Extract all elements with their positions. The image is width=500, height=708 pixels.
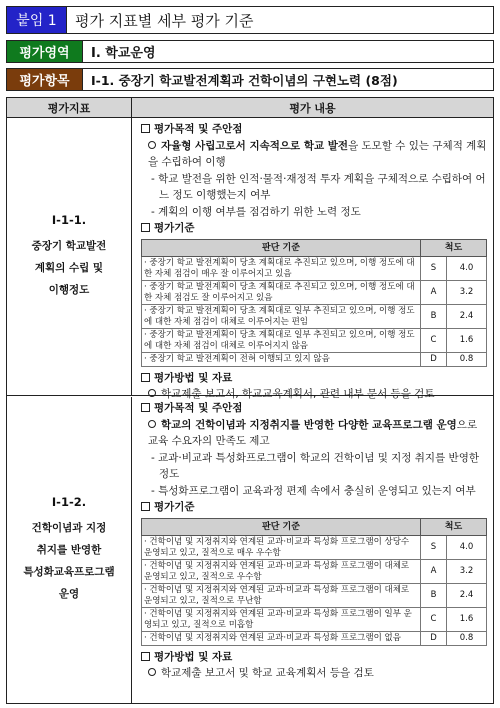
attachment-header [6, 6, 494, 34]
criteria-text: · 건학이념 및 지정취지와 연계된 교과·비교과 특성화 프로그램이 상당수 운영되고 있고, 질적으로 매우 우수함 [142, 536, 421, 560]
criteria-score: 0.8 [447, 353, 487, 367]
criteria-level: A [421, 281, 447, 305]
criteria-text: · 건학이념 및 지정취지와 연계된 교과·비교과 특성화 프로그램이 대체로 운영되고 있고, 질적으로 무난함 [142, 584, 421, 608]
criteria-score: 3.2 [447, 281, 487, 305]
checkbox-icon [141, 502, 150, 511]
evaluation-item-label: 평가항목 [7, 69, 83, 90]
criteria-level: C [421, 608, 447, 632]
purpose-heading: 평가목적 및 주안점 [141, 400, 487, 417]
criteria-score: 0.8 [447, 632, 487, 646]
criteria-col-judgment: 판단 기준 [142, 518, 421, 536]
criteria-row [142, 329, 487, 353]
indicator-name-line: 운영 [58, 588, 80, 600]
indicator-name-line: 이행정도 [48, 283, 90, 296]
method-text: 학교제출 보고서 및 학교 교육계획서 등을 검토 [141, 665, 487, 682]
criteria-row [142, 353, 487, 367]
criteria-level: S [421, 257, 447, 281]
evaluation-area-row [6, 40, 494, 63]
criteria-text: · 건학이념 및 지정취지와 연계된 교과·비교과 특성화 프로그램이 일부 운영되고 있고, 질적으로 미흡함 [142, 608, 421, 632]
evaluation-item-value: Ⅰ-1. 중장기 학교발전계획과 건학이념의 구현노력 (8점) [91, 72, 398, 88]
criteria-score: 2.4 [447, 584, 487, 608]
checkbox-icon [141, 652, 150, 661]
sub-point: - 학교 발전을 위한 인적·물적·재정적 투자 계획을 구체적으로 수립하여 어느 정도 이행했는지 여부 [151, 172, 486, 201]
method-heading: 평가방법 및 자료 [141, 649, 487, 666]
criteria-text: · 건학이념 및 지정취지와 연계된 교과·비교과 특성화 프로그램이 없음 [142, 632, 421, 646]
indicator-name-line: 특성화교육프로그램 [23, 566, 115, 578]
criteria-level: B [421, 584, 447, 608]
criteria-level: C [421, 329, 447, 353]
criteria-score: 2.4 [447, 305, 487, 329]
checkbox-icon [141, 124, 150, 133]
indicator-cell [7, 118, 132, 395]
criteria-text: · 중장기 학교 발전계획이 당초 계획대로 일부 추진되고 있으며, 이행 정도에 대한 자체 점검이 대체로 이루어지지 않음 [142, 329, 421, 353]
criteria-row [142, 560, 487, 584]
criteria-table [141, 518, 487, 646]
criteria-text: · 건학이념 및 지정취지와 연계된 교과·비교과 특성화 프로그램이 대체로 운영되고 있고, 질적으로 우수함 [142, 560, 421, 584]
evaluation-item-row [6, 68, 494, 91]
criteria-col-judgment: 판단 기준 [142, 239, 421, 257]
criteria-level: S [421, 536, 447, 560]
attachment-tag: 붙임 1 [7, 7, 67, 33]
indicator-section [7, 397, 493, 703]
indicator-cell [7, 397, 132, 703]
indicator-name-line: 건학이념과 지정 [31, 522, 107, 534]
evaluation-area-label: 평가영역 [7, 41, 83, 62]
circle-bullet-icon [148, 668, 156, 676]
circle-bullet-icon [148, 420, 156, 428]
column-header-indicator: 평가지표 [7, 98, 132, 117]
criteria-row [142, 281, 487, 305]
criteria-score: 4.0 [447, 536, 487, 560]
evaluation-area-value: Ⅰ. 학교운영 [91, 46, 156, 61]
indicator-name-line: 중장기 학교발전 [31, 239, 107, 252]
criteria-text: · 중장기 학교 발전계획이 당초 계획대로 추진되고 있으며, 이행 정도에 대한 자체 점검도 잘 이루어지고 있음 [142, 281, 421, 305]
indicator-section [7, 118, 493, 400]
criteria-table [141, 239, 487, 367]
indicator-number: Ⅰ-1-1. [51, 212, 87, 227]
content-cell [133, 397, 493, 703]
main-point: 학교의 건학이념과 지정취지를 반영한 다양한 교육프로그램 운영으로 교육 수요자의 만족도 제고 [148, 418, 478, 447]
criteria-row [142, 305, 487, 329]
checkbox-icon [141, 373, 150, 382]
criteria-level: B [421, 305, 447, 329]
indicator-name-line: 계획의 수립 및 [34, 261, 104, 274]
method-text: 학교제출 보고서, 학교교육계획서, 관련 내부 문서 등을 검토 [141, 386, 487, 403]
content-cell [133, 118, 493, 400]
document-title: 평가 지표별 세부 평가 기준 [75, 11, 254, 30]
sub-point: - 계획의 이행 여부를 점검하기 위한 노력 정도 [151, 205, 361, 218]
circle-bullet-icon [148, 389, 156, 397]
criteria-level: D [421, 632, 447, 646]
criteria-level: D [421, 353, 447, 367]
criteria-text: · 중장기 학교 발전계획이 당초 계획대로 일부 추진되고 있으며, 이행 정도에 대한 자체 점검이 대체로 이루어지는 편임 [142, 305, 421, 329]
criteria-text: · 중장기 학교 발전계획이 당초 계획대로 추진되고 있으며, 이행 정도에 대한 자체 점검이 매우 잘 이루어지고 있음 [142, 257, 421, 281]
sub-point: - 특성화프로그램이 교육과정 편제 속에서 충실히 운영되고 있는지 여부 [151, 484, 476, 497]
evaluation-table [6, 97, 494, 704]
criteria-score: 1.6 [447, 329, 487, 353]
criteria-row [142, 536, 487, 560]
criteria-heading: 평가기준 [141, 220, 487, 237]
table-header-row [7, 98, 493, 118]
criteria-score: 3.2 [447, 560, 487, 584]
sub-point: - 교과·비교과 특성화프로그램이 학교의 건학이념 및 지정 취지를 반영한 정도 [151, 451, 479, 480]
circle-bullet-icon [148, 141, 156, 149]
criteria-col-scale: 척도 [421, 518, 487, 536]
criteria-text: · 중장기 학교 발전계획이 전혀 이행되고 있지 않음 [142, 353, 421, 367]
criteria-row [142, 584, 487, 608]
criteria-heading: 평가기준 [141, 499, 487, 516]
criteria-row [142, 257, 487, 281]
criteria-row [142, 608, 487, 632]
indicator-number: Ⅰ-1-2. [51, 495, 87, 509]
checkbox-icon [141, 403, 150, 412]
method-heading: 평가방법 및 자료 [141, 370, 487, 387]
criteria-score: 1.6 [447, 608, 487, 632]
criteria-col-scale: 척도 [421, 239, 487, 257]
main-point: 자율형 사립고로서 지속적으로 학교 발전을 도모할 수 있는 구체적 계획을 수립하여 이행 [148, 139, 487, 168]
purpose-heading: 평가목적 및 주안점 [141, 121, 487, 138]
criteria-score: 4.0 [447, 257, 487, 281]
indicator-name-line: 취지를 반영한 [36, 544, 102, 556]
criteria-row [142, 632, 487, 646]
criteria-level: A [421, 560, 447, 584]
column-header-content: 평가 내용 [289, 101, 336, 115]
checkbox-icon [141, 223, 150, 232]
